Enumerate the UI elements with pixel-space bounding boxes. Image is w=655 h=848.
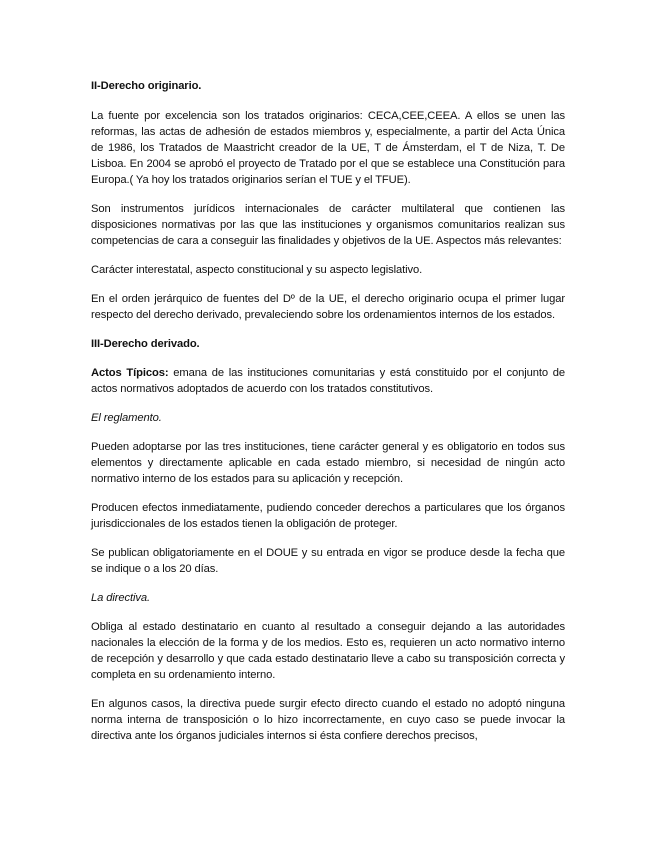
paragraph-tratados-originarios: La fuente por excelencia son los tratados originarios: CECA,CEE,CEEA. A ellos se unen las reformas, las actas de adhesión de estados miembros y, especialmente, a partir del Acta Única de 1986, los Tratados de Maastricht creador de la UE, T de Ámsterdam, el T de Niza, T. De Lisboa. En 2004 se aprobó el proyecto de Tratado por el que se establece una Constitución para Europa.( Ya hoy los tratados originarios serían el TUE y el TFUE).	[91, 110, 565, 186]
actos-tipicos-text: emana de las instituciones comunitarias y está constituido por el conjunto de actos normativos adoptados de acuerdo con los tratados constitutivos.	[91, 367, 565, 395]
paragraph-reglamento-efectos: Producen efectos inmediatamente, pudiendo conceder derechos a particulares que los órganos jurisdiccionales de los estados tienen la obligación de proteger.	[91, 502, 565, 530]
paragraph-actos-tipicos	[91, 365, 565, 397]
section-heading-derecho-derivado: III-Derecho derivado.	[91, 338, 200, 350]
paragraph-reglamento-adopcion: Pueden adoptarse por las tres instituciones, tiene carácter general y es obligatorio en todos sus elementos y directamente aplicable en cada estado miembro, si necesidad de ningún acto normativo interno de los estados para su aplicación y recepción.	[91, 441, 565, 485]
paragraph-directiva-obliga: Obliga al estado destinatario en cuanto al resultado a conseguir dejando a las autoridades nacionales la elección de la forma y de los medios. Esto es, requieren un acto normativo interno de recepción y desarrollo y que cada estado destinatario lleve a cabo su transposición correcta y completa en su ordenamiento interno.	[91, 621, 565, 681]
paragraph-orden-jerarquico: En el orden jerárquico de fuentes del Dº de la UE, el derecho originario ocupa el primer lugar respecto del derecho derivado, prevaleciendo sobre los ordenamientos internos de los estados.	[91, 293, 565, 321]
actos-tipicos-lead: Actos Típicos:	[91, 367, 169, 379]
subheading-directiva: La directiva.	[91, 592, 151, 604]
section-heading-derecho-originario: II-Derecho originario.	[91, 80, 202, 92]
subheading-reglamento: El reglamento.	[91, 412, 162, 424]
paragraph-instrumentos-juridicos: Son instrumentos jurídicos internacionales de carácter multilateral que contienen las disposiciones normativas por las que las instituciones y organismos comunitarios realizan sus competencias de cara a conseguir las finalidades y objetivos de la UE. Aspectos más relevantes:	[91, 203, 565, 247]
paragraph-directiva-efecto-directo: En algunos casos, la directiva puede surgir efecto directo cuando el estado no adoptó ninguna norma interna de transposición o lo hizo incorrectamente, en cuyo caso se puede invocar la directiva ante los órganos judiciales internos si ésta confiere derechos precisos,	[91, 698, 565, 742]
paragraph-reglamento-publicacion: Se publican obligatoriamente en el DOUE y su entrada en vigor se produce desde la fecha que se indique o a los 20 días.	[91, 547, 565, 575]
paragraph-caracter: Carácter interestatal, aspecto constitucional y su aspecto legislativo.	[91, 264, 423, 276]
